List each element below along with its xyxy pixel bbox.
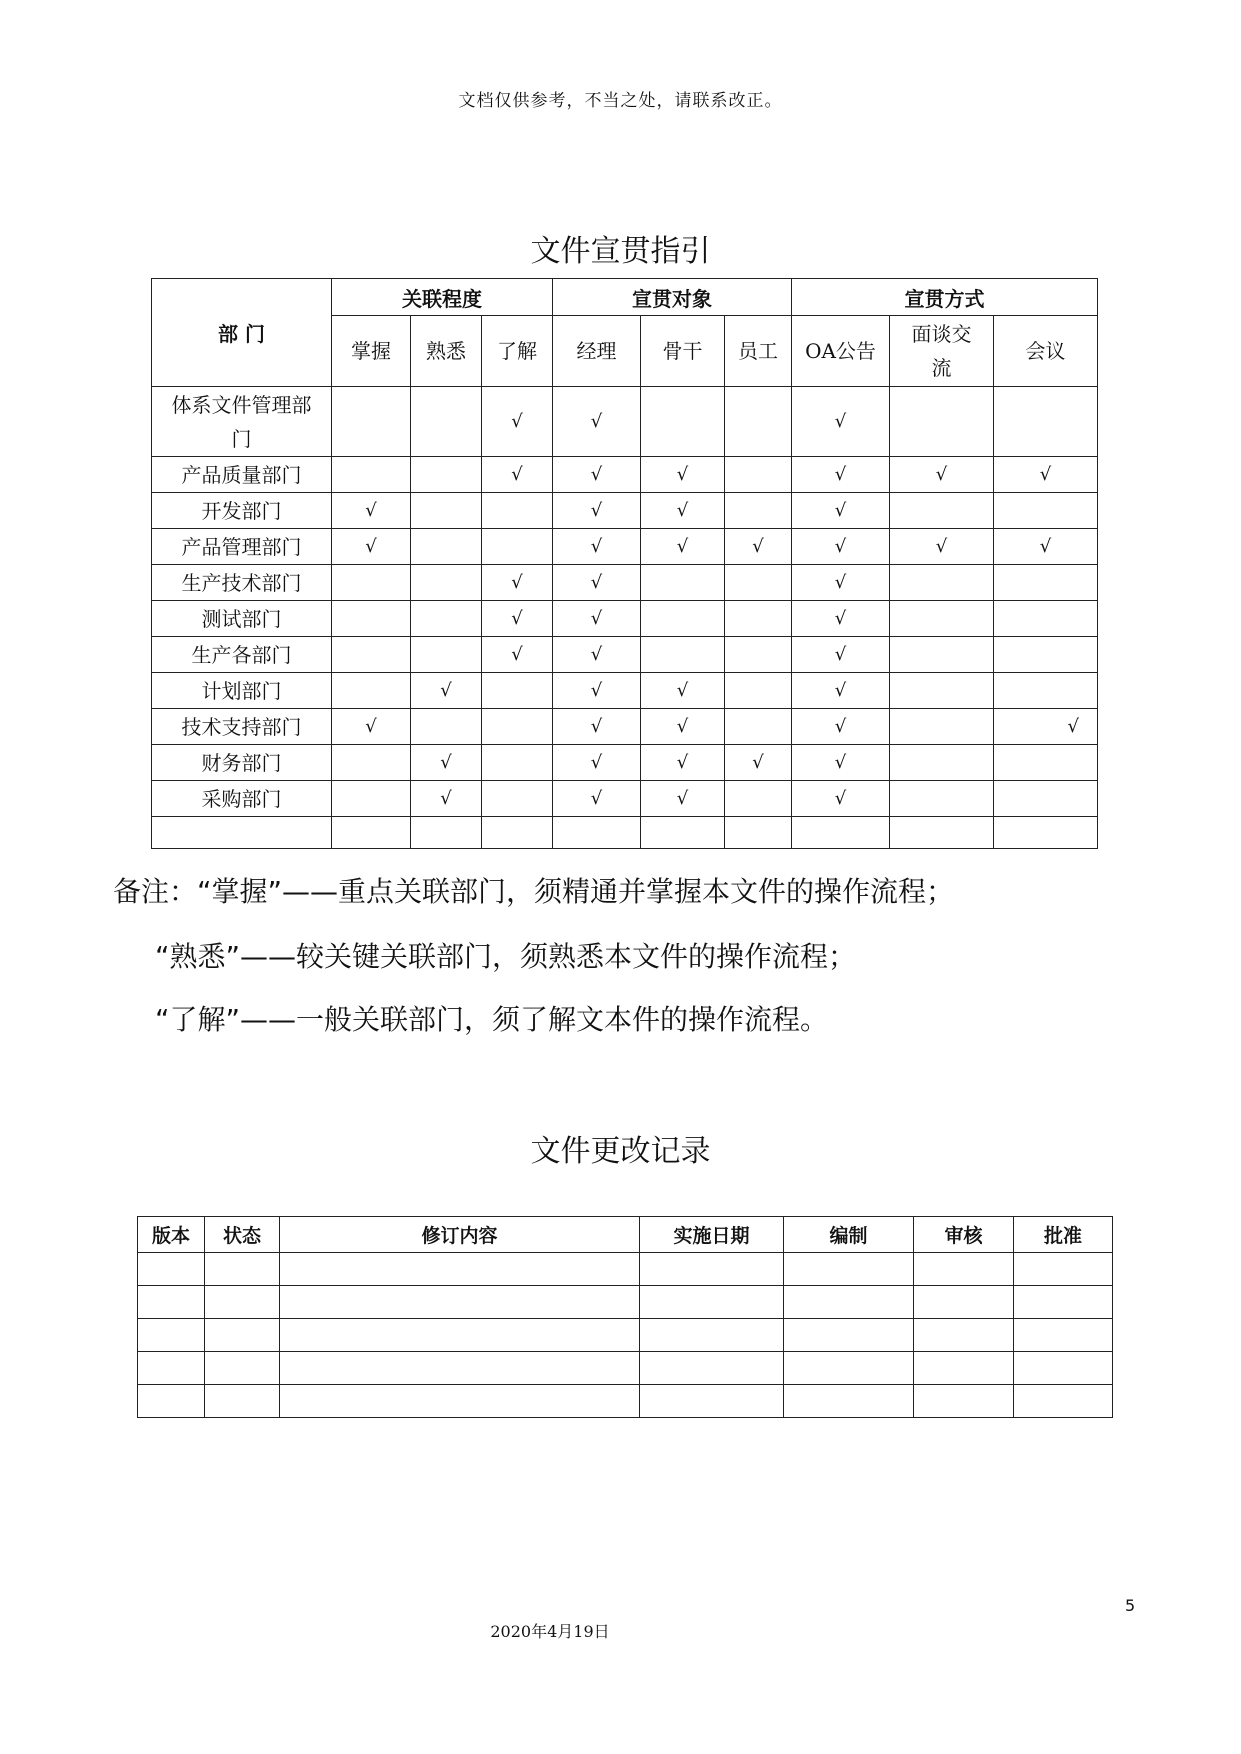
col-header-version: 版本: [138, 1217, 205, 1253]
check-cell: [725, 493, 792, 529]
change-cell: [640, 1253, 784, 1286]
check-cell: √: [332, 709, 411, 745]
dept-name: 计划部门: [152, 673, 332, 709]
change-cell: [914, 1286, 1014, 1319]
check-cell: [890, 493, 994, 529]
subheader: 掌握: [332, 316, 411, 387]
check-cell: √: [553, 745, 641, 781]
col-header-date: 实施日期: [640, 1217, 784, 1253]
check-cell: √: [994, 709, 1098, 745]
change-cell: [914, 1253, 1014, 1286]
check-cell: [994, 601, 1098, 637]
guide-row: [152, 745, 1098, 781]
subheader: 了解: [482, 316, 553, 387]
check-cell: √: [332, 529, 411, 565]
change-cell: [640, 1352, 784, 1385]
check-cell: √: [553, 457, 641, 493]
check-cell: √: [792, 457, 890, 493]
check-cell: √: [553, 493, 641, 529]
change-cell: [205, 1385, 280, 1418]
change-cell: [914, 1352, 1014, 1385]
check-cell: √: [890, 457, 994, 493]
guide-table: [151, 278, 1098, 849]
change-row: [138, 1319, 1113, 1352]
change-record-title: 文件更改记录: [530, 1134, 711, 1169]
change-record-table: [137, 1216, 1113, 1418]
check-cell: [725, 457, 792, 493]
guide-row: [152, 817, 1098, 849]
change-cell: [1014, 1352, 1113, 1385]
dept-name: 产品管理部门: [152, 529, 332, 565]
check-cell: √: [482, 457, 553, 493]
check-cell: [332, 565, 411, 601]
change-cell: [138, 1319, 205, 1352]
check-cell: [411, 387, 482, 457]
check-cell: √: [641, 781, 725, 817]
check-cell: √: [411, 673, 482, 709]
check-cell: [641, 565, 725, 601]
check-cell: √: [725, 745, 792, 781]
check-cell: √: [553, 637, 641, 673]
check-cell: √: [792, 745, 890, 781]
check-cell: [725, 601, 792, 637]
check-cell: [890, 637, 994, 673]
check-cell: √: [553, 529, 641, 565]
check-cell: [332, 817, 411, 849]
check-cell: √: [641, 673, 725, 709]
change-cell: [138, 1253, 205, 1286]
check-cell: [482, 673, 553, 709]
change-cell: [784, 1385, 914, 1418]
col-header-approver: 批准: [1014, 1217, 1113, 1253]
check-cell: √: [553, 601, 641, 637]
check-cell: [411, 529, 482, 565]
check-cell: [890, 673, 994, 709]
check-cell: [332, 745, 411, 781]
check-cell: [482, 817, 553, 849]
check-cell: √: [641, 457, 725, 493]
dept-name: 测试部门: [152, 601, 332, 637]
check-cell: √: [792, 637, 890, 673]
dept-name: 生产技术部门: [152, 565, 332, 601]
col-header-status: 状态: [205, 1217, 280, 1253]
guide-row: [152, 781, 1098, 817]
change-cell: [784, 1253, 914, 1286]
change-cell: [280, 1286, 640, 1319]
check-cell: [994, 745, 1098, 781]
check-cell: [482, 493, 553, 529]
check-cell: [332, 457, 411, 493]
check-cell: √: [792, 387, 890, 457]
check-cell: [890, 565, 994, 601]
change-row: [138, 1253, 1113, 1286]
change-cell: [205, 1352, 280, 1385]
check-cell: [482, 745, 553, 781]
check-cell: [890, 709, 994, 745]
change-cell: [1014, 1385, 1113, 1418]
check-cell: √: [411, 745, 482, 781]
check-cell: [641, 601, 725, 637]
change-cell: [1014, 1319, 1113, 1352]
check-cell: [890, 817, 994, 849]
check-cell: [994, 817, 1098, 849]
check-cell: [725, 387, 792, 457]
change-cell: [205, 1286, 280, 1319]
guide-row: [152, 387, 1098, 457]
change-row: [138, 1352, 1113, 1385]
dept-name: 技术支持部门: [152, 709, 332, 745]
check-cell: √: [411, 781, 482, 817]
change-cell: [1014, 1286, 1113, 1319]
change-cell: [640, 1319, 784, 1352]
check-cell: [994, 637, 1098, 673]
subheader: 经理: [553, 316, 641, 387]
dept-name: 开发部门: [152, 493, 332, 529]
subheader: 面谈交流: [890, 316, 994, 387]
check-cell: [332, 387, 411, 457]
check-cell: √: [792, 601, 890, 637]
col-header-revision: 修订内容: [280, 1217, 640, 1253]
note-familiar: “熟悉”——较关键关联部门，须熟悉本文件的操作流程；: [155, 940, 857, 973]
check-cell: [994, 387, 1098, 457]
check-cell: √: [482, 601, 553, 637]
check-cell: [725, 565, 792, 601]
check-cell: [890, 387, 994, 457]
check-cell: √: [641, 745, 725, 781]
change-cell: [784, 1352, 914, 1385]
check-cell: [994, 565, 1098, 601]
check-cell: [482, 709, 553, 745]
check-cell: [994, 493, 1098, 529]
check-cell: √: [482, 637, 553, 673]
check-cell: √: [994, 457, 1098, 493]
check-cell: √: [792, 673, 890, 709]
check-cell: [641, 817, 725, 849]
change-cell: [138, 1352, 205, 1385]
check-cell: [332, 673, 411, 709]
check-cell: √: [792, 781, 890, 817]
check-cell: √: [332, 493, 411, 529]
subheader: 熟悉: [411, 316, 482, 387]
guide-row: [152, 709, 1098, 745]
col-header-author: 编制: [784, 1217, 914, 1253]
check-cell: [332, 601, 411, 637]
check-cell: [641, 637, 725, 673]
guide-row: [152, 529, 1098, 565]
guide-row: [152, 493, 1098, 529]
change-cell: [784, 1319, 914, 1352]
check-cell: [411, 457, 482, 493]
check-cell: [725, 781, 792, 817]
dept-name: [152, 817, 332, 849]
check-cell: √: [482, 387, 553, 457]
dept-name: 产品质量部门: [152, 457, 332, 493]
check-cell: √: [553, 673, 641, 709]
check-cell: [411, 601, 482, 637]
guide-title: 文件宣贯指引: [530, 234, 711, 269]
change-cell: [205, 1319, 280, 1352]
change-cell: [205, 1253, 280, 1286]
group-header-relevance: 关联程度: [332, 279, 553, 316]
change-cell: [914, 1385, 1014, 1418]
check-cell: [994, 673, 1098, 709]
dept-name: 财务部门: [152, 745, 332, 781]
check-cell: [553, 817, 641, 849]
change-cell: [280, 1385, 640, 1418]
dept-name: 采购部门: [152, 781, 332, 817]
change-row: [138, 1286, 1113, 1319]
guide-row: [152, 637, 1098, 673]
check-cell: [411, 817, 482, 849]
check-cell: [725, 637, 792, 673]
check-cell: [482, 529, 553, 565]
change-cell: [138, 1385, 205, 1418]
guide-row: [152, 565, 1098, 601]
check-cell: √: [994, 529, 1098, 565]
check-cell: √: [553, 781, 641, 817]
change-cell: [784, 1286, 914, 1319]
group-header-audience: 宣贯对象: [553, 279, 792, 316]
check-cell: √: [641, 493, 725, 529]
change-cell: [1014, 1253, 1113, 1286]
check-cell: [482, 781, 553, 817]
change-cell: [138, 1286, 205, 1319]
check-cell: [332, 781, 411, 817]
change-cell: [640, 1385, 784, 1418]
check-cell: √: [641, 709, 725, 745]
check-cell: [411, 493, 482, 529]
footer-date: 2020年4月19日: [490, 1622, 610, 1641]
check-cell: [890, 745, 994, 781]
check-cell: [411, 565, 482, 601]
check-cell: √: [553, 387, 641, 457]
change-cell: [280, 1352, 640, 1385]
check-cell: √: [482, 565, 553, 601]
group-header-method: 宣贯方式: [792, 279, 1098, 316]
check-cell: [890, 601, 994, 637]
guide-row: [152, 673, 1098, 709]
note-master: 备注：“掌握”——重点关联部门，须精通并掌握本文件的操作流程；: [113, 875, 955, 908]
check-cell: [641, 387, 725, 457]
subheader: 骨干: [641, 316, 725, 387]
check-cell: [994, 781, 1098, 817]
check-cell: √: [641, 529, 725, 565]
subheader: 会议: [994, 316, 1098, 387]
check-cell: √: [792, 709, 890, 745]
header-note: 文档仅供参考，不当之处，请联系改正。: [458, 91, 783, 111]
check-cell: [411, 637, 482, 673]
dept-header: 部 门: [152, 279, 332, 387]
check-cell: √: [553, 709, 641, 745]
check-cell: [725, 709, 792, 745]
note-understand: “了解”——一般关联部门，须了解文本件的操作流程。: [155, 1003, 829, 1036]
check-cell: [725, 817, 792, 849]
guide-row: [152, 457, 1098, 493]
check-cell: √: [792, 565, 890, 601]
check-cell: √: [792, 529, 890, 565]
check-cell: [890, 781, 994, 817]
change-cell: [914, 1319, 1014, 1352]
dept-name: 体系文件管理部门: [152, 387, 332, 457]
subheader: OA公告: [792, 316, 890, 387]
check-cell: [792, 817, 890, 849]
dept-name: 生产各部门: [152, 637, 332, 673]
change-cell: [280, 1253, 640, 1286]
col-header-reviewer: 审核: [914, 1217, 1014, 1253]
check-cell: √: [725, 529, 792, 565]
subheader: 员工: [725, 316, 792, 387]
check-cell: √: [890, 529, 994, 565]
change-row: [138, 1385, 1113, 1418]
check-cell: √: [553, 565, 641, 601]
page-number: 5: [1125, 1596, 1136, 1615]
guide-row: [152, 601, 1098, 637]
change-cell: [280, 1319, 640, 1352]
check-cell: [332, 637, 411, 673]
check-cell: [411, 709, 482, 745]
check-cell: √: [792, 493, 890, 529]
check-cell: [725, 673, 792, 709]
change-cell: [640, 1286, 784, 1319]
